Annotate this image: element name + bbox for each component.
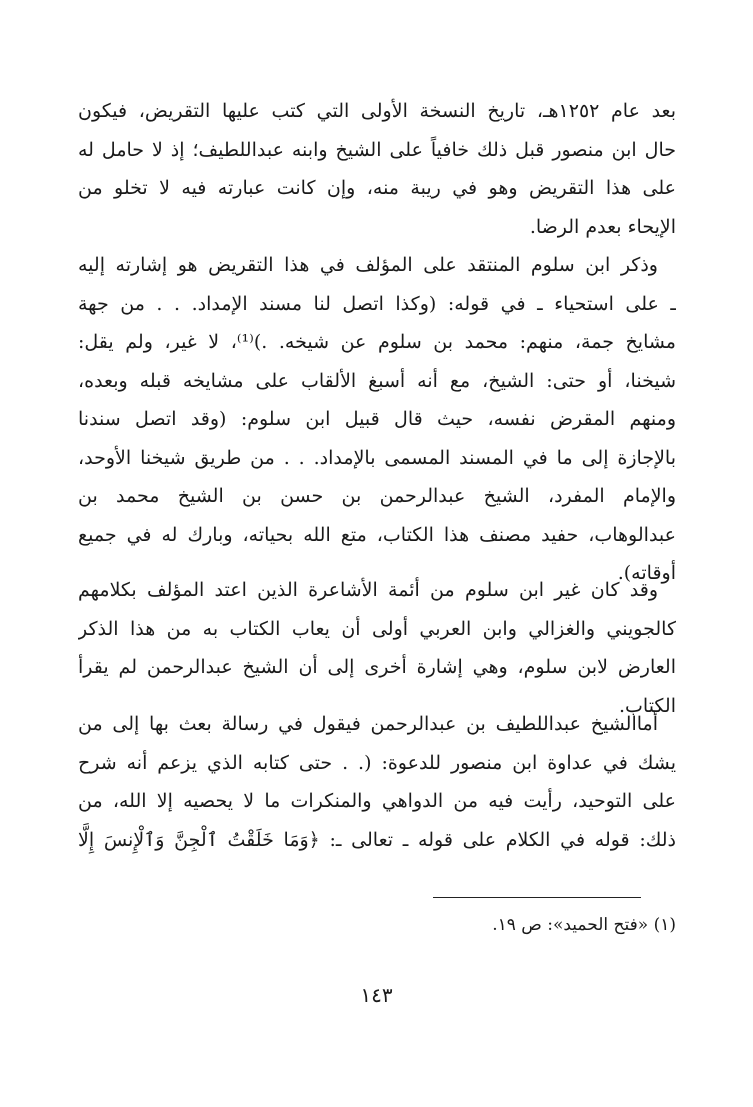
text-line: عبدالوهاب، حفيد مصنف هذا الكتاب، متع الله بحياته، وبارك له في جميع: [78, 523, 676, 546]
footnote-separator: [433, 897, 641, 898]
text-line: ذلك: قوله في الكلام على قوله ـ تعالى ـ: ﴿وَمَا خَلَقْتُ ٱلْجِنَّ وَٱلْإِنسَ إِلَّا: [78, 828, 676, 851]
text-line: الكتاب.: [618, 694, 676, 717]
text-line: ومنهم المقرض نفسه، حيث قال قبيل ابن سلوم: (وقد اتصل سندنا: [78, 408, 676, 430]
text-line: والإمام المفرد، الشيخ عبدالرحمن بن حسن بن الشيخ محمد بن: [78, 485, 676, 507]
text-line: بالإجازة إلى ما في المسند المسمى بالإمداد. . . من طريق شيخنا الأوحد،: [78, 446, 676, 469]
footnote: (١) «فتح الحميد»: ص ١٩.: [492, 915, 676, 935]
text-line: أماالشيخ عبداللطيف بن عبدالرحمن فيقول في رسالة بعث بها إلى من: [78, 713, 658, 735]
text-line: يشك في عداوة ابن منصور للدعوة: (. . حتى كتابه الذي يزعم أنه شرح: [78, 751, 676, 774]
text-line: الإيحاء بعدم الرضا.: [529, 215, 676, 238]
text-line: أوقاته).: [617, 562, 676, 584]
paragraph-4: [78, 705, 676, 859]
text-line: على هذا التقريض وهو في ريبة منه، وإن كانت عبارته فيه لا تخلو من: [78, 177, 676, 199]
text-line: شيخنا، أو حتى: الشيخ، مع أنه أسبغ الألقاب على مشايخه قبله وبعده،: [78, 369, 676, 392]
paragraph-2: [78, 246, 676, 593]
text-line: كالجويني والغزالي وابن العربي أولى أن يعاب الكتاب به من هذا الذكر: [78, 617, 676, 640]
paragraph-3: [78, 571, 676, 725]
text-line: وقد كان غير ابن سلوم من أئمة الأشاعرة الذين اعتد المؤلف بكلامهم: [78, 579, 658, 601]
text-line: وذكر ابن سلوم المنتقد على المؤلف في هذا التقريض هو إشارته إليه: [78, 254, 658, 276]
text-line: بعد عام ١٢٥٢هـ، تاريخ النسخة الأولى التي كتب عليها التقريض، فيكون: [78, 100, 676, 122]
page-number: ١٤٣: [360, 983, 393, 1007]
text-line: على التوحيد، رأيت فيه من الدواهي والمنكرات ما لا يحصيه إلا الله، من: [78, 790, 676, 812]
paragraph-1: [78, 92, 676, 246]
text-line: ـ على استحياء ـ في قوله: (وكذا اتصل لنا مسند الإمداد. . . من جهة: [78, 292, 676, 315]
text-line: حال ابن منصور قبل ذلك خافياً على الشيخ وابنه عبداللطيف؛ إذ لا حامل له: [78, 138, 676, 161]
text-line: مشايخ جمة، منهم: محمد بن سلوم عن شيخه. .)⁽¹⁾، لا غير، ولم يقل:: [78, 331, 676, 353]
text-line: العارض لابن سلوم، وهي إشارة أخرى إلى أن الشيخ عبدالرحمن لم يقرأ: [78, 656, 676, 678]
